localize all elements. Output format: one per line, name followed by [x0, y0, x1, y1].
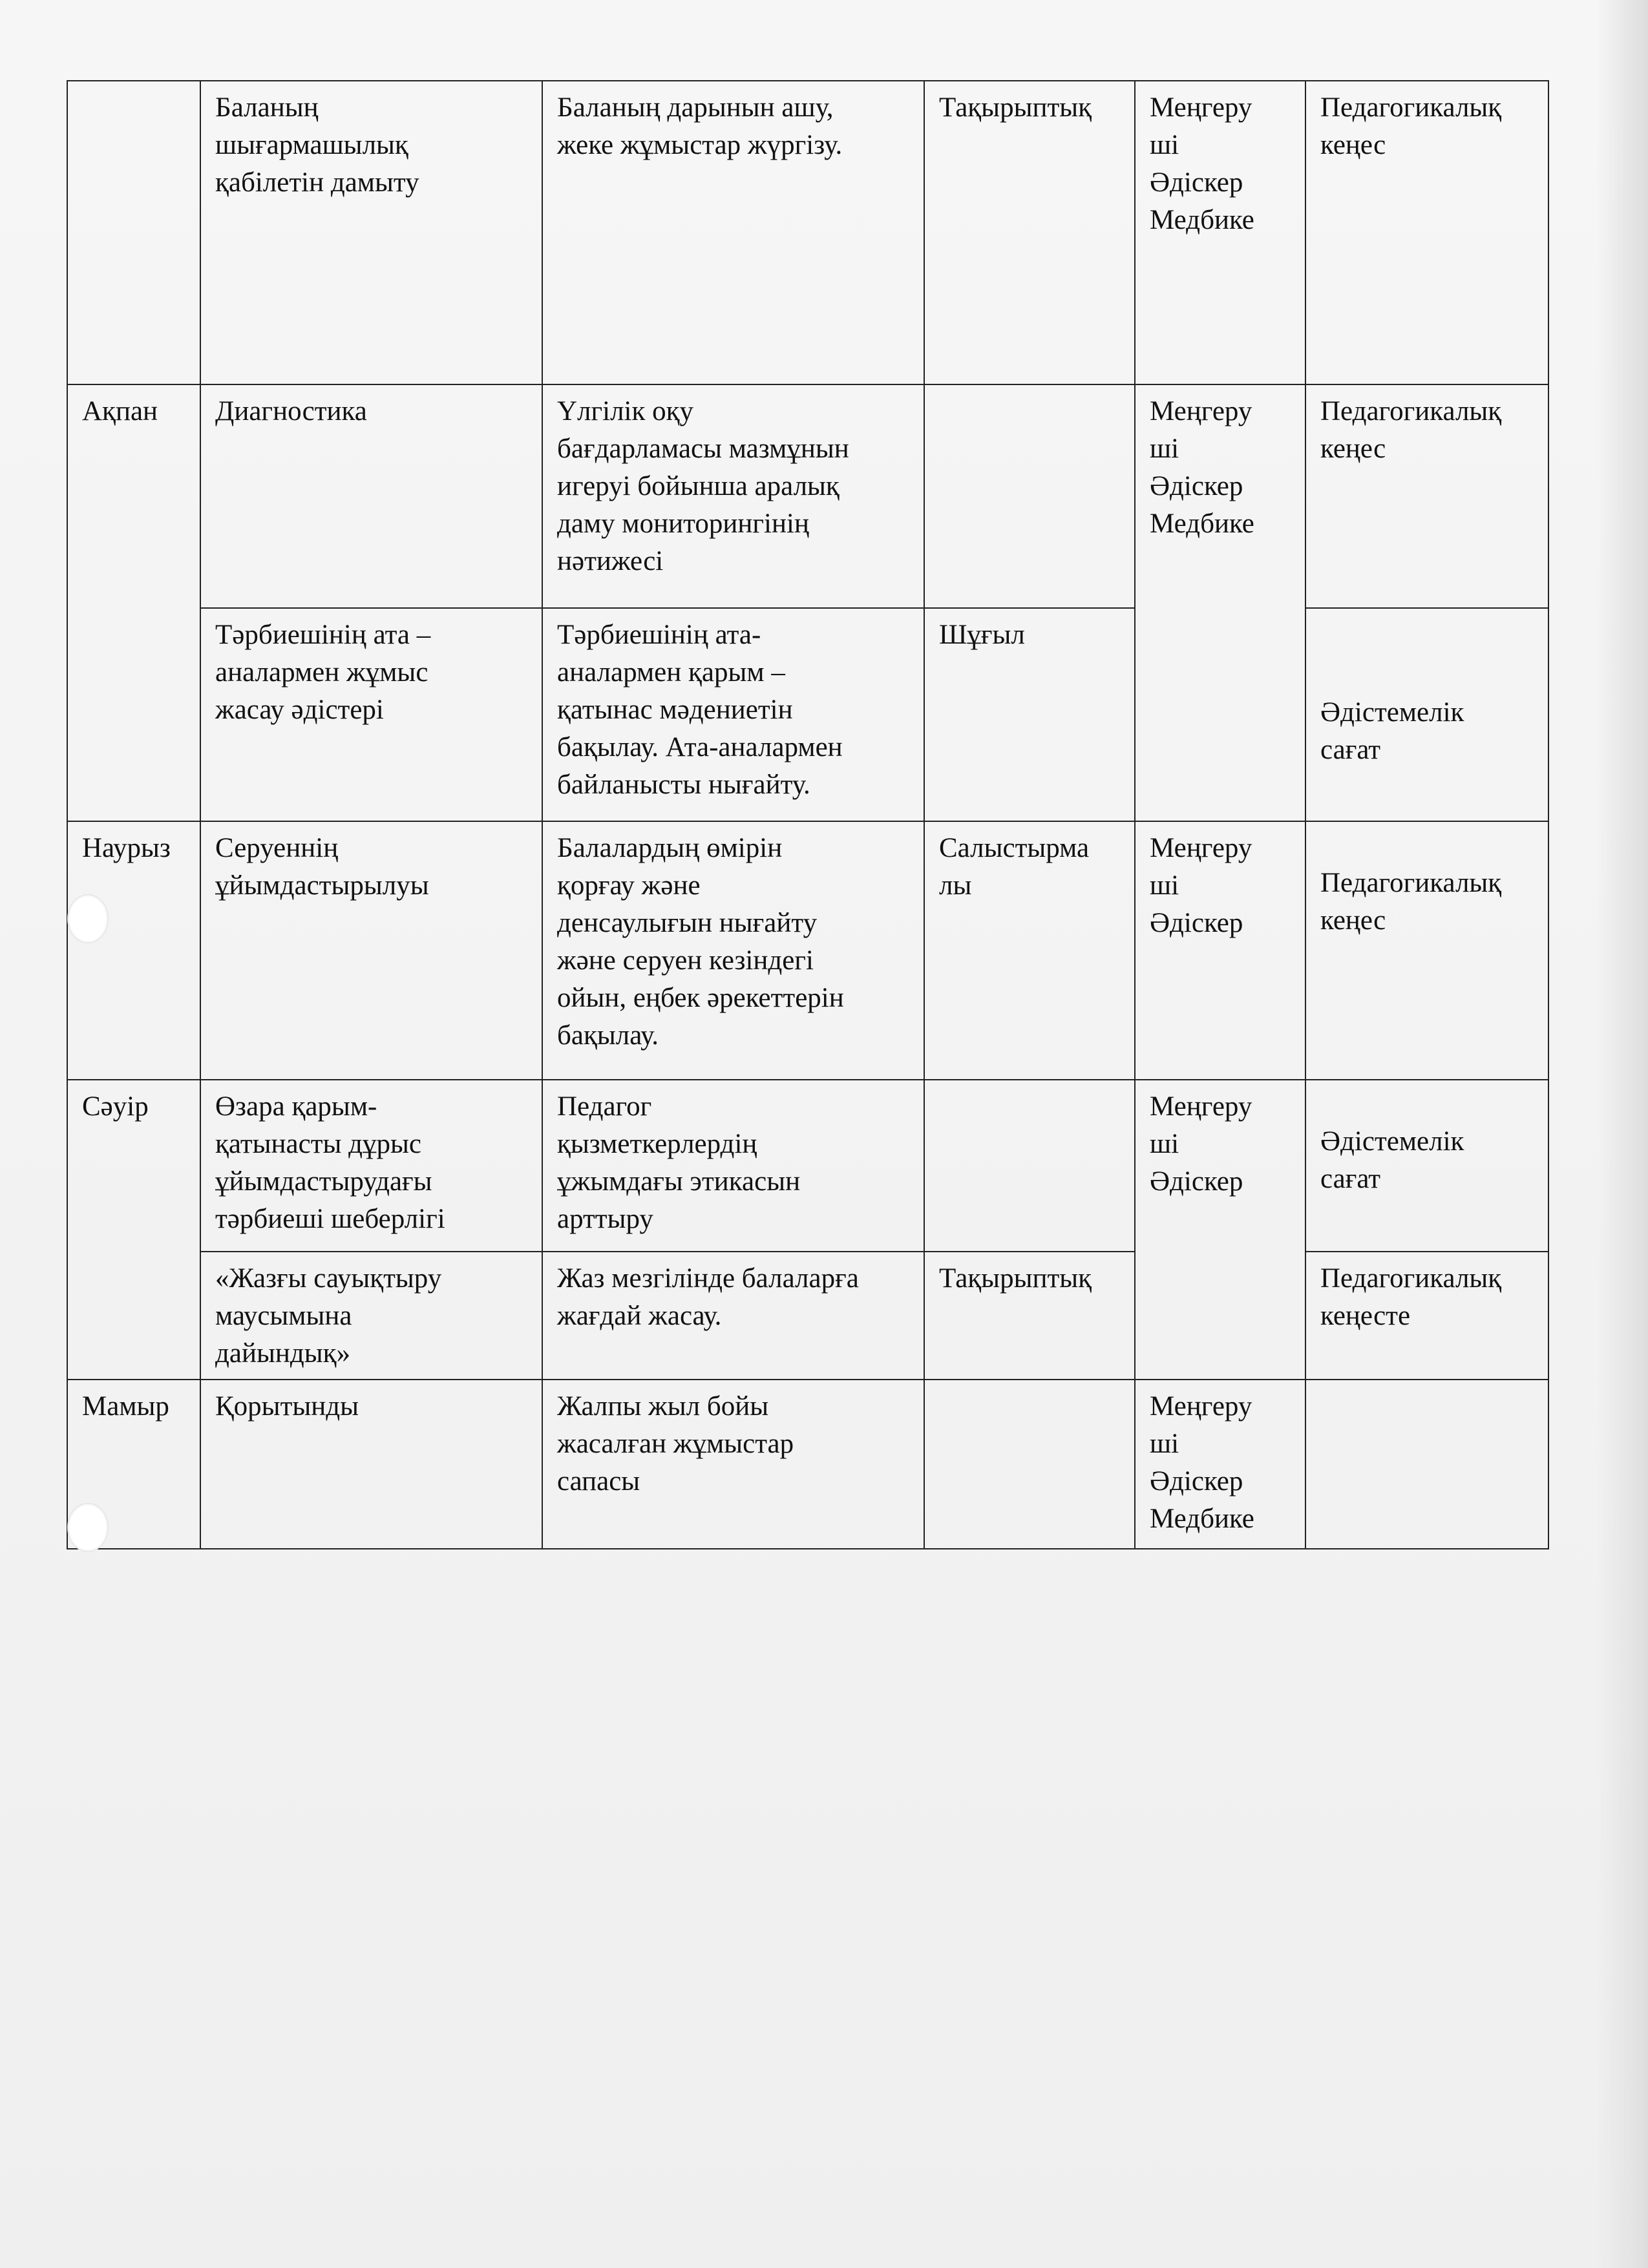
work-plan-table: [67, 80, 1549, 1549]
result-cell: Әдістемелік сағат: [1305, 1080, 1548, 1252]
table-row: [67, 81, 1548, 384]
goal-cell: Тәрбиешінің ата- аналармен қарым – қатынас мәдениетін бақылау. Ата-аналармен байланысты нығайту.: [542, 608, 924, 821]
month-cell: Ақпан: [67, 384, 200, 821]
goal-cell: Үлгілік оқу бағдарламасы мазмұнын игеруі бойынша аралық даму мониторингінің нәтижесі: [542, 384, 924, 608]
topic-cell: Диагностика: [200, 384, 542, 608]
topic-cell: Баланың шығармашылық қабілетін дамыту: [200, 81, 542, 384]
responsible-cell: Меңгеру ші Әдіскер Медбике: [1135, 1380, 1305, 1549]
topic-cell: Қорытынды: [200, 1380, 542, 1549]
table-row: [67, 1080, 1548, 1252]
goal-cell: Жаз мезгілінде балаларға жағдай жасау.: [542, 1252, 924, 1380]
result-cell: Әдістемелік сағат: [1305, 608, 1548, 821]
responsible-cell: Меңгеру ші Әдіскер: [1135, 821, 1305, 1080]
result-cell: Педагогикалық кеңес: [1305, 384, 1548, 608]
type-cell: [924, 1380, 1135, 1549]
table-row: [67, 608, 1548, 821]
result-cell: Педагогикалық кеңес: [1305, 81, 1548, 384]
topic-cell: Серуеннің ұйымдастырылуы: [200, 821, 542, 1080]
topic-cell: Тәрбиешінің ата – аналармен жұмыс жасау әдістері: [200, 608, 542, 821]
month-cell: [67, 81, 200, 384]
goal-cell: Педагог қызметкерлердің ұжымдағы этикасын арттыру: [542, 1080, 924, 1252]
punch-hole: [67, 1503, 109, 1552]
goal-cell: Баланың дарынын ашу, жеке жұмыстар жүргізу.: [542, 81, 924, 384]
responsible-cell: Меңгеру ші Әдіскер: [1135, 1080, 1305, 1380]
topic-cell: Өзара қарым- қатынасты дұрыс ұйымдастырудағы тәрбиеші шеберлігі: [200, 1080, 542, 1252]
paper-edge-shadow: [1596, 0, 1648, 2268]
type-cell: [924, 1080, 1135, 1252]
month-cell: Наурыз: [67, 821, 200, 1080]
goal-cell: Жалпы жыл бойы жасалған жұмыстар сапасы: [542, 1380, 924, 1549]
punch-hole: [67, 894, 109, 943]
month-cell: Сәуір: [67, 1080, 200, 1380]
type-cell: [924, 384, 1135, 608]
table-row: [67, 1252, 1548, 1380]
table-row: [67, 821, 1548, 1080]
responsible-cell: Меңгеру ші Әдіскер Медбике: [1135, 384, 1305, 821]
table-row: [67, 1380, 1548, 1549]
goal-cell: Балалардың өмірін қорғау және денсаулығын нығайту және серуен кезіндегі ойын, еңбек әрекеттерін бақылау.: [542, 821, 924, 1080]
table-row: [67, 384, 1548, 608]
responsible-cell: Меңгеру ші Әдіскер Медбике: [1135, 81, 1305, 384]
month-cell: Мамыр: [67, 1380, 200, 1549]
type-cell: Тақырыптық: [924, 81, 1135, 384]
result-cell: Педагогикалық кеңес: [1305, 821, 1548, 1080]
result-cell: Педагогикалық кеңесте: [1305, 1252, 1548, 1380]
type-cell: Тақырыптық: [924, 1252, 1135, 1380]
type-cell: Салыстырма лы: [924, 821, 1135, 1080]
result-cell: [1305, 1380, 1548, 1549]
topic-cell: «Жазғы сауықтыру маусымына дайындық»: [200, 1252, 542, 1380]
type-cell: Шұғыл: [924, 608, 1135, 821]
